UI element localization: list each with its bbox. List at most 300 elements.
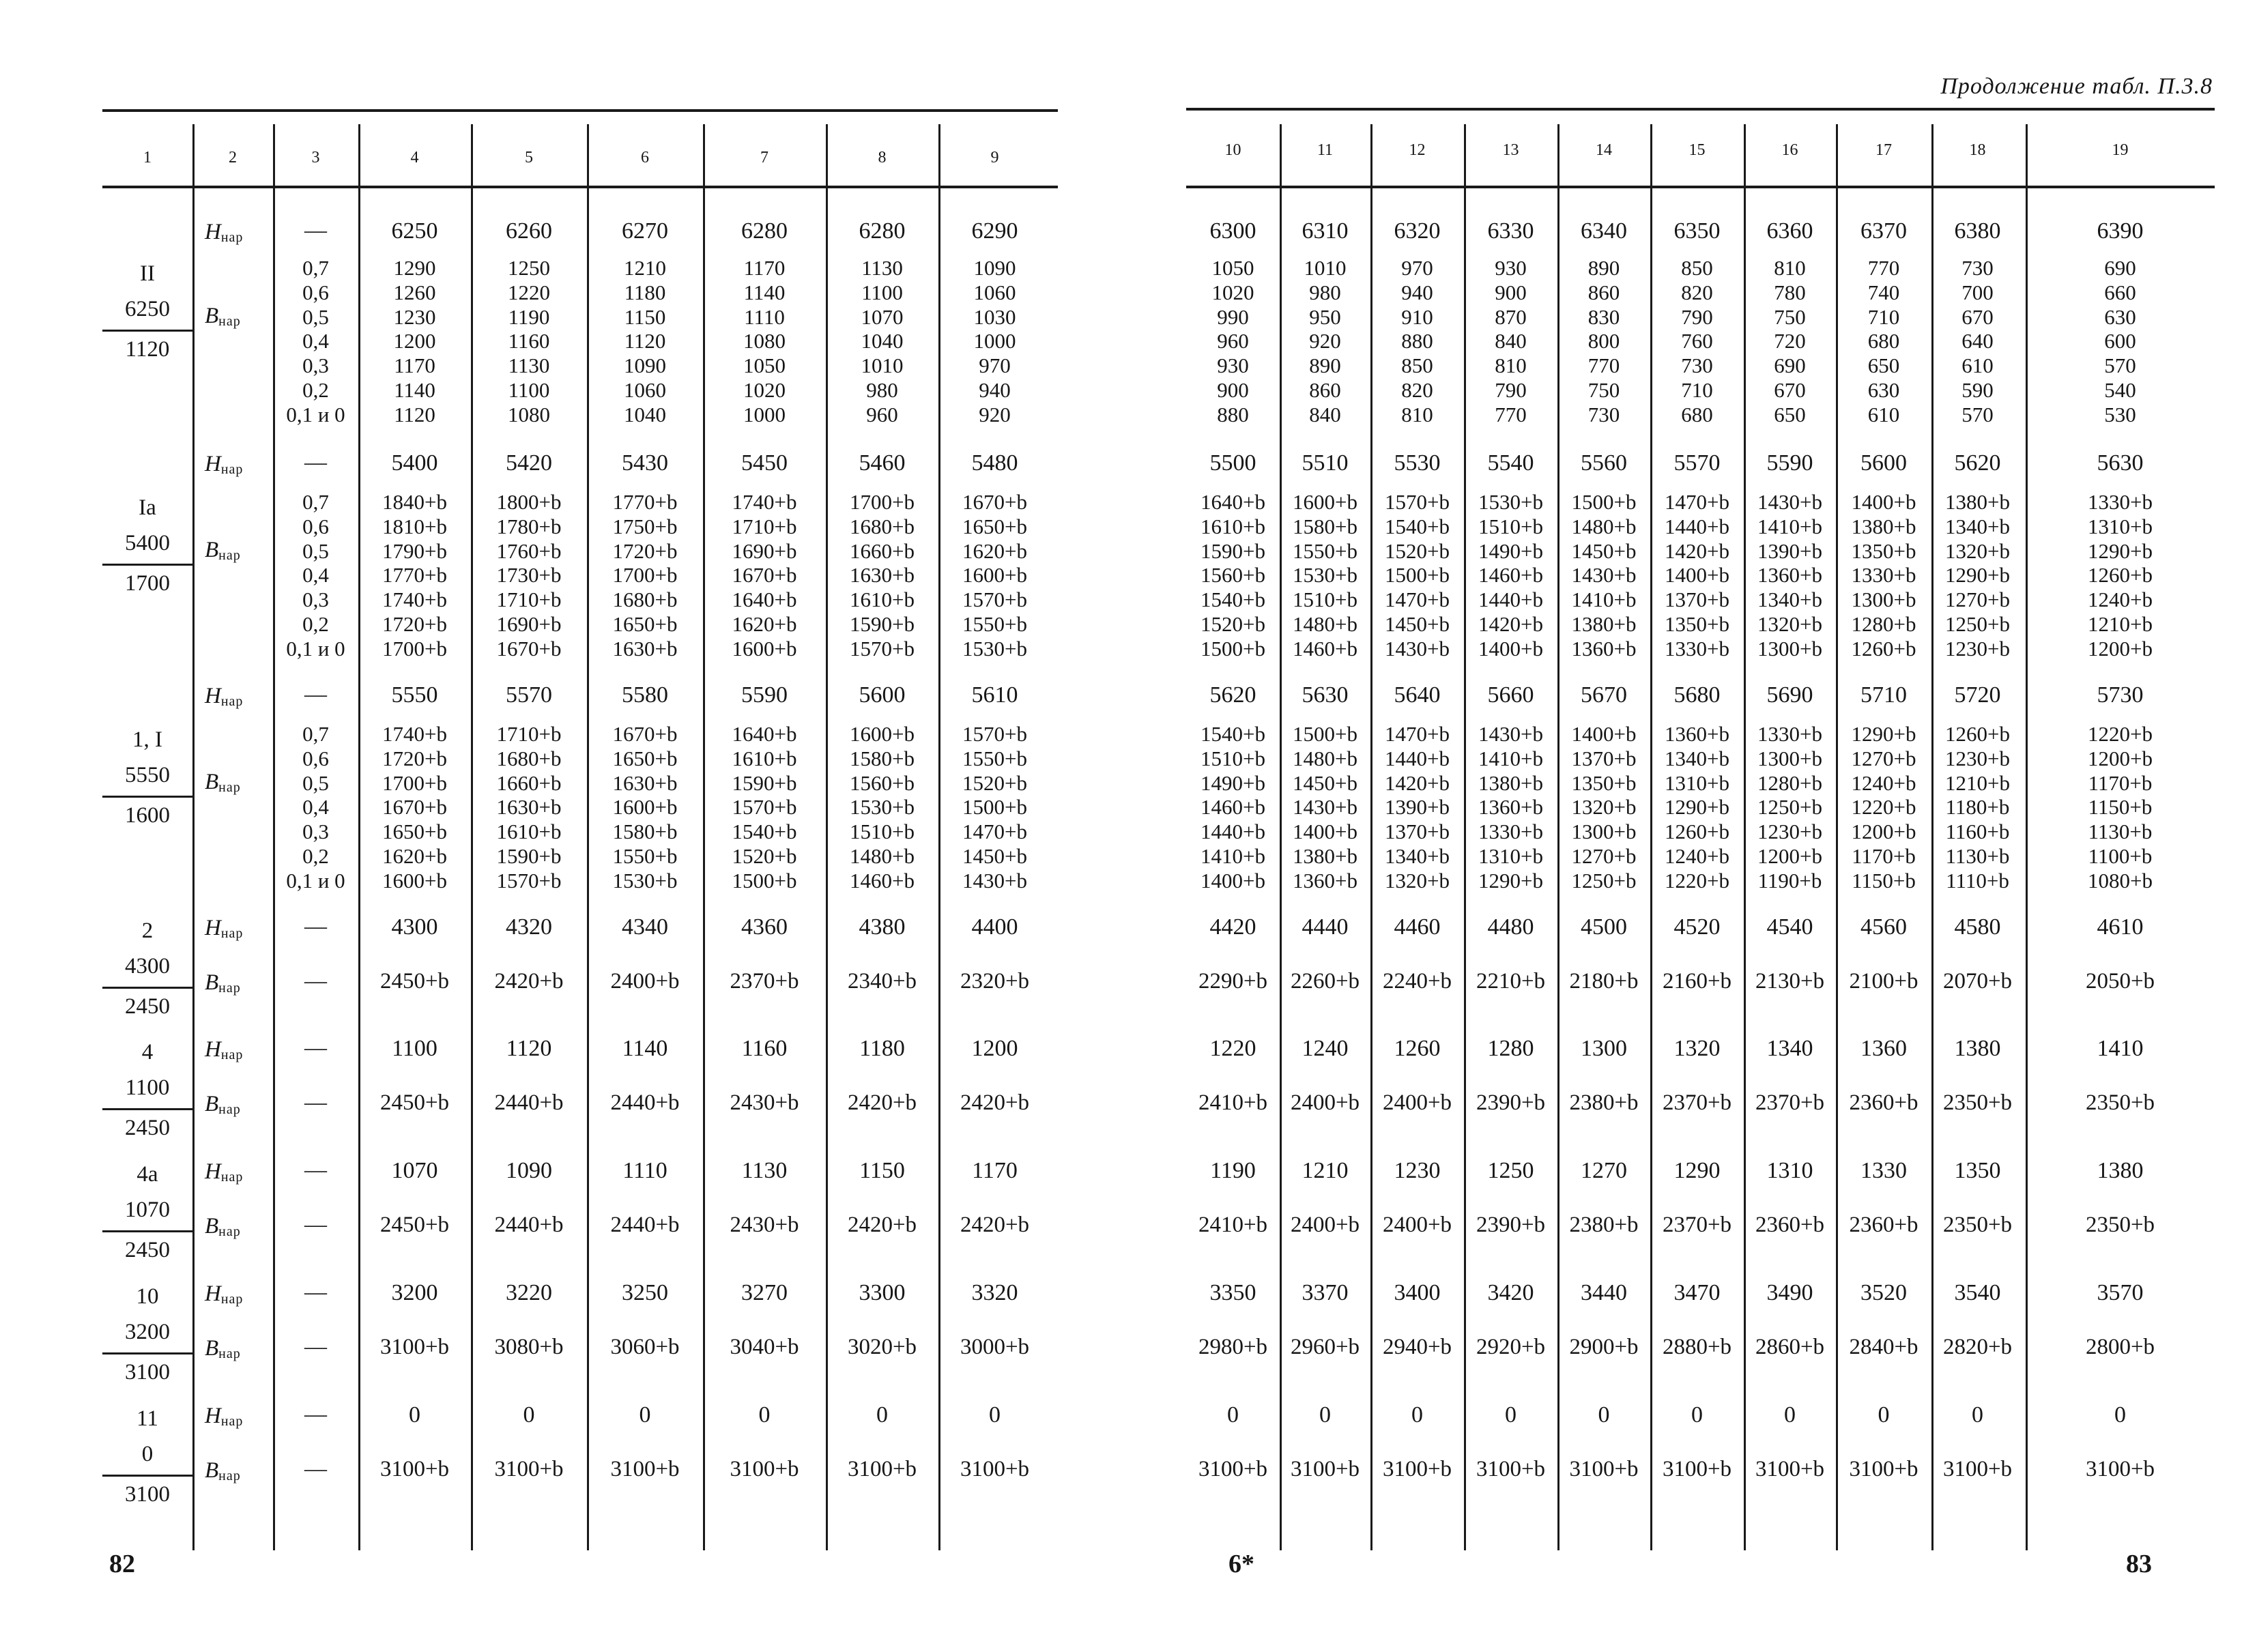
h-value: 5480 bbox=[971, 450, 1018, 476]
h-value: 3520 bbox=[1860, 1280, 1907, 1305]
b-value-column bbox=[1186, 722, 1280, 893]
b-value: 2400+b bbox=[1382, 1090, 1452, 1115]
b-value: 1320+b bbox=[1385, 868, 1450, 893]
b-value: 730 bbox=[1961, 256, 1994, 280]
b-value: 2340+b bbox=[847, 969, 917, 994]
symbol-letter: B bbox=[205, 538, 219, 562]
b-value: 900 bbox=[1495, 280, 1527, 304]
b-value: 1770+b bbox=[382, 563, 447, 588]
b-value: 1500+b bbox=[1293, 722, 1357, 746]
b-value: 3100+b bbox=[1849, 1457, 1918, 1481]
h-value: 1120 bbox=[506, 1036, 552, 1061]
b-value: 3100+b bbox=[1382, 1457, 1452, 1481]
b-value: 1400+b bbox=[1293, 820, 1357, 844]
table-top-rule bbox=[102, 109, 1058, 112]
b-value: 1450+b bbox=[1293, 770, 1357, 795]
h-value: 4360 bbox=[741, 914, 788, 940]
b-value: 1300+b bbox=[1757, 746, 1822, 770]
b-value: 3100+b bbox=[379, 1335, 450, 1359]
b-value: 2900+b bbox=[1569, 1335, 1639, 1359]
symbol-subscript: нар bbox=[218, 1346, 241, 1361]
b-value-column bbox=[1557, 490, 1650, 661]
h-value: 4440 bbox=[1302, 914, 1349, 940]
b-value: 1230+b bbox=[1757, 820, 1822, 844]
b-value: 1760+b bbox=[496, 538, 562, 563]
h-value: 0 bbox=[758, 1402, 771, 1428]
b-value: 1520+b bbox=[1201, 611, 1265, 636]
b-value: 1470+b bbox=[1385, 722, 1450, 746]
b-value: 2410+b bbox=[1198, 1213, 1268, 1237]
left-page bbox=[0, 0, 1092, 1652]
h-value: 0 bbox=[2114, 1402, 2126, 1428]
section-label bbox=[102, 1157, 192, 1268]
b-value: 1220+b bbox=[1851, 795, 1916, 820]
b-value: 1620+b bbox=[732, 611, 797, 636]
b-value: 2380+b bbox=[1569, 1213, 1639, 1237]
header-bottom-rule bbox=[1186, 186, 2215, 188]
b-value: 2370+b bbox=[1662, 1213, 1732, 1237]
b-value: 1330+b bbox=[1757, 722, 1822, 746]
b-value: 1150+b bbox=[2088, 795, 2153, 820]
b-value: 1460+b bbox=[1293, 636, 1357, 661]
b-value: 1150 bbox=[624, 304, 666, 329]
column-rule bbox=[471, 124, 473, 1550]
dash-mark: — bbox=[304, 450, 327, 475]
b-value: 1500+b bbox=[1385, 563, 1450, 588]
b-value: 1260+b bbox=[2088, 563, 2153, 588]
symbol-subscript: нар bbox=[220, 926, 244, 941]
symbol-letter: H bbox=[205, 1404, 221, 1428]
h-value: 1150 bbox=[859, 1158, 905, 1183]
b-value: 730 bbox=[1681, 353, 1713, 378]
h-value: 1110 bbox=[622, 1158, 667, 1183]
symbol-subscript: нар bbox=[220, 1292, 244, 1307]
b-value: 1570+b bbox=[962, 722, 1027, 746]
b-value: 820 bbox=[1401, 377, 1433, 402]
b-value: 530 bbox=[2104, 402, 2136, 426]
b-value: 610 bbox=[1961, 353, 1994, 378]
b-value: 990 bbox=[1217, 304, 1249, 329]
b-value: 870 bbox=[1495, 304, 1527, 329]
label-denominator: 1700 bbox=[125, 571, 170, 596]
h-value: 3420 bbox=[1487, 1280, 1534, 1305]
b-value: 2450+b bbox=[379, 1213, 450, 1237]
h-value: 1250 bbox=[1487, 1158, 1534, 1183]
b-value: 3000+b bbox=[960, 1335, 1030, 1359]
column-rule bbox=[1931, 124, 1933, 1550]
b-value: 2430+b bbox=[730, 1213, 799, 1237]
b-value: 1430+b bbox=[1293, 795, 1357, 820]
b-value: 840 bbox=[1309, 402, 1341, 426]
label-code: II bbox=[140, 261, 155, 286]
b-value: 1290+b bbox=[1945, 563, 2010, 588]
h-value: 1090 bbox=[506, 1158, 552, 1183]
b-value: 1190 bbox=[508, 304, 550, 329]
b-value-column bbox=[826, 256, 938, 427]
h-value: 5590 bbox=[1766, 450, 1813, 476]
variable-symbol bbox=[205, 452, 243, 478]
h-value: 1100 bbox=[392, 1036, 437, 1061]
dash-mark: — bbox=[304, 1280, 327, 1305]
label-numerator: 3200 bbox=[125, 1320, 170, 1344]
b-value: 1080 bbox=[508, 402, 550, 426]
column-header-number: 12 bbox=[1409, 141, 1426, 159]
h-value: 3270 bbox=[741, 1280, 788, 1305]
b-value: 3100+b bbox=[847, 1457, 917, 1481]
variable-symbol bbox=[205, 304, 241, 330]
b-value: 1370+b bbox=[1665, 588, 1729, 612]
label-denominator: 2450 bbox=[125, 994, 170, 1019]
b-value: 1670+b bbox=[962, 490, 1027, 514]
b-value: 1100+b bbox=[2088, 843, 2153, 868]
b-value: 1230+b bbox=[1945, 636, 2010, 661]
b-value: 1230+b bbox=[1945, 746, 2010, 770]
symbol-letter: H bbox=[205, 684, 221, 708]
b-value: 1540+b bbox=[1201, 722, 1265, 746]
symbol-subscript: нар bbox=[218, 314, 241, 329]
b-value: 1670+b bbox=[382, 795, 447, 820]
symbol-letter: H bbox=[205, 1037, 221, 1062]
label-code: 10 bbox=[136, 1284, 159, 1309]
symbol-subscript: нар bbox=[218, 780, 241, 795]
b-value: 770 bbox=[1587, 353, 1620, 378]
b-value: 2360+b bbox=[1849, 1213, 1918, 1237]
b-value: 920 bbox=[1309, 329, 1341, 353]
b-value-column bbox=[471, 490, 587, 661]
symbol-subscript: нар bbox=[218, 1224, 241, 1239]
b-value: 1270+b bbox=[1851, 746, 1916, 770]
b-value: 1420+b bbox=[1665, 538, 1729, 563]
h-value: 4420 bbox=[1209, 914, 1256, 940]
b-value: 2820+b bbox=[1942, 1335, 2013, 1359]
h-value: 5670 bbox=[1581, 682, 1627, 708]
column-header-number: 10 bbox=[1224, 141, 1241, 159]
interval-value: 0,5 bbox=[302, 538, 329, 563]
b-value: 1640+b bbox=[1201, 490, 1265, 514]
b-value: 1500+b bbox=[1201, 636, 1265, 661]
h-value: 4460 bbox=[1394, 914, 1441, 940]
b-value-column bbox=[587, 490, 703, 661]
symbol-letter: H bbox=[205, 1159, 221, 1184]
b-value: 1210 bbox=[624, 256, 666, 280]
b-value: 1380+b bbox=[1945, 490, 2010, 514]
b-value: 1650+b bbox=[962, 514, 1027, 538]
b-value-column bbox=[826, 490, 938, 661]
dash-mark: — bbox=[304, 1402, 327, 1427]
b-value: 3060+b bbox=[610, 1335, 680, 1359]
b-value: 1520+b bbox=[1385, 538, 1450, 563]
b-value: 1110 bbox=[744, 304, 785, 329]
symbol-subscript: нар bbox=[218, 981, 241, 996]
interval-list bbox=[273, 722, 358, 893]
b-value: 1480+b bbox=[850, 843, 915, 868]
b-value-column bbox=[1557, 722, 1650, 893]
b-value: 2440+b bbox=[610, 1090, 680, 1115]
b-value: 1040 bbox=[861, 329, 904, 353]
h-value: 6390 bbox=[2097, 218, 2144, 244]
b-value-column bbox=[1931, 256, 2024, 427]
signature-mark: 6* bbox=[1228, 1550, 1254, 1578]
interval-value: 0,6 bbox=[302, 746, 329, 770]
interval-value: 0,3 bbox=[302, 353, 329, 378]
h-value: 6280 bbox=[741, 218, 788, 244]
b-value: 920 bbox=[979, 402, 1011, 426]
b-value: 1270+b bbox=[1945, 588, 2010, 612]
b-value: 1310+b bbox=[1478, 843, 1543, 868]
b-value: 2130+b bbox=[1755, 969, 1825, 994]
b-value: 1210+b bbox=[2088, 611, 2153, 636]
b-value: 1420+b bbox=[1385, 770, 1450, 795]
b-value: 2400+b bbox=[1290, 1090, 1360, 1115]
label-code: 4a bbox=[136, 1162, 158, 1187]
h-value: 5600 bbox=[859, 682, 906, 708]
h-value: 1380 bbox=[2097, 1158, 2144, 1183]
h-value: 5510 bbox=[1302, 450, 1349, 476]
b-value: 1280+b bbox=[1757, 770, 1822, 795]
h-value: 6340 bbox=[1581, 218, 1627, 244]
h-value: 6320 bbox=[1394, 218, 1441, 244]
symbol-subscript: нар bbox=[218, 1468, 241, 1483]
b-value: 1430+b bbox=[1385, 636, 1450, 661]
column-header-number: 19 bbox=[2112, 141, 2129, 159]
h-value: 6260 bbox=[506, 218, 552, 244]
h-value: 3350 bbox=[1209, 1280, 1256, 1305]
b-value: 1600+b bbox=[1293, 490, 1357, 514]
b-value: 750 bbox=[1587, 377, 1620, 402]
symbol-subscript: нар bbox=[220, 1414, 244, 1429]
b-value: 2070+b bbox=[1942, 969, 2013, 994]
b-value: 1430+b bbox=[962, 868, 1027, 893]
b-value: 630 bbox=[2104, 304, 2136, 329]
h-value: 5590 bbox=[741, 682, 788, 708]
h-value: 6370 bbox=[1860, 218, 1907, 244]
b-value: 1740+b bbox=[382, 722, 447, 746]
h-value: 4540 bbox=[1766, 914, 1813, 940]
h-value: 1270 bbox=[1581, 1158, 1627, 1183]
b-value: 1590+b bbox=[732, 770, 797, 795]
h-value: 5500 bbox=[1209, 450, 1256, 476]
b-value: 2160+b bbox=[1662, 969, 1732, 994]
b-value: 1480+b bbox=[1293, 611, 1357, 636]
b-value: 2370+b bbox=[1662, 1090, 1732, 1115]
b-value: 810 bbox=[1401, 402, 1433, 426]
b-value: 1650+b bbox=[612, 746, 678, 770]
h-value: 3300 bbox=[859, 1280, 906, 1305]
b-value-column bbox=[703, 722, 826, 893]
b-value: 1780+b bbox=[496, 514, 562, 538]
b-value: 970 bbox=[979, 353, 1011, 378]
b-value-column bbox=[2026, 256, 2215, 427]
h-value: 1140 bbox=[622, 1036, 668, 1061]
b-value: 1570+b bbox=[496, 868, 562, 893]
b-value: 570 bbox=[1961, 402, 1994, 426]
column-rule bbox=[1744, 124, 1746, 1550]
b-value: 1310+b bbox=[1665, 770, 1729, 795]
b-value: 1350+b bbox=[1851, 538, 1916, 563]
b-value: 1340+b bbox=[1945, 514, 2010, 538]
b-value: 1170+b bbox=[1852, 843, 1916, 868]
column-header-number: 7 bbox=[760, 149, 768, 166]
b-value: 1260+b bbox=[1851, 636, 1916, 661]
b-value: 670 bbox=[1774, 377, 1806, 402]
section-label bbox=[102, 1034, 192, 1146]
b-value: 1470+b bbox=[1385, 588, 1450, 612]
b-value: 760 bbox=[1681, 329, 1713, 353]
symbol-subscript: нар bbox=[218, 1102, 241, 1117]
b-value: 1650+b bbox=[382, 820, 447, 844]
h-value: 5540 bbox=[1487, 450, 1534, 476]
b-value: 1000 bbox=[743, 402, 786, 426]
b-value: 1020 bbox=[743, 377, 786, 402]
b-value: 1260+b bbox=[1945, 722, 2010, 746]
label-code: 1, I bbox=[132, 727, 162, 752]
b-value: 2390+b bbox=[1476, 1090, 1546, 1115]
b-value: 2180+b bbox=[1569, 969, 1639, 994]
h-value: 5560 bbox=[1581, 450, 1627, 476]
b-value: 1600+b bbox=[382, 868, 447, 893]
b-value: 1660+b bbox=[850, 538, 915, 563]
interval-value: 0,6 bbox=[302, 514, 329, 538]
h-value: 5570 bbox=[506, 682, 552, 708]
b-value-column bbox=[1836, 256, 1931, 427]
column-rule bbox=[1650, 124, 1652, 1550]
b-value: 1500+b bbox=[962, 795, 1027, 820]
b-value-column bbox=[938, 490, 1051, 661]
h-value: 6250 bbox=[391, 218, 438, 244]
b-value: 960 bbox=[866, 402, 898, 426]
dash-mark: — bbox=[304, 1457, 327, 1481]
b-value: 3100+b bbox=[1755, 1457, 1825, 1481]
b-value: 1330+b bbox=[1665, 636, 1729, 661]
b-value: 590 bbox=[1961, 377, 1994, 402]
label-denominator: 3100 bbox=[125, 1360, 170, 1385]
interval-value: 0,5 bbox=[302, 304, 329, 329]
b-value: 1220+b bbox=[1665, 868, 1729, 893]
b-value: 1250+b bbox=[1945, 611, 2010, 636]
h-value: 1300 bbox=[1581, 1036, 1627, 1061]
b-value-column bbox=[2026, 722, 2215, 893]
variable-symbol bbox=[205, 1336, 241, 1362]
b-value: 1540+b bbox=[1201, 588, 1265, 612]
variable-symbol bbox=[205, 770, 241, 796]
b-value: 1430+b bbox=[1571, 563, 1637, 588]
b-value: 1290+b bbox=[2088, 538, 2153, 563]
b-value: 2880+b bbox=[1662, 1335, 1732, 1359]
symbol-letter: H bbox=[205, 220, 221, 244]
b-value: 1670+b bbox=[496, 636, 562, 661]
symbol-letter: H bbox=[205, 916, 221, 940]
b-value: 670 bbox=[1961, 304, 1994, 329]
symbol-subscript: нар bbox=[218, 548, 241, 563]
h-value: 6280 bbox=[859, 218, 906, 244]
h-value: 3320 bbox=[971, 1280, 1018, 1305]
b-value: 1810+b bbox=[382, 514, 447, 538]
b-value: 1500+b bbox=[1571, 490, 1637, 514]
column-rule bbox=[273, 124, 275, 1550]
b-value: 1600+b bbox=[962, 563, 1027, 588]
b-value: 1610+b bbox=[496, 820, 562, 844]
b-value: 2800+b bbox=[2085, 1335, 2155, 1359]
column-rule bbox=[587, 124, 589, 1550]
h-value: 0 bbox=[409, 1402, 420, 1428]
dash-mark: — bbox=[304, 1335, 327, 1359]
b-value: 1070 bbox=[861, 304, 904, 329]
b-value-column bbox=[1557, 256, 1650, 427]
h-value: 1290 bbox=[1673, 1158, 1721, 1183]
b-value: 1470+b bbox=[1665, 490, 1729, 514]
b-value: 1330+b bbox=[2088, 490, 2153, 514]
interval-value: 0,4 bbox=[302, 795, 329, 820]
b-value: 600 bbox=[2104, 329, 2136, 353]
b-value-column bbox=[587, 722, 703, 893]
h-value: 5610 bbox=[971, 682, 1018, 708]
b-value: 1410+b bbox=[1478, 746, 1543, 770]
b-value: 1430+b bbox=[1757, 490, 1822, 514]
h-value: 5730 bbox=[2097, 682, 2144, 708]
h-value: 1380 bbox=[1954, 1036, 2001, 1061]
b-value: 1520+b bbox=[962, 770, 1027, 795]
b-value: 2860+b bbox=[1755, 1335, 1825, 1359]
h-value: 6350 bbox=[1673, 218, 1721, 244]
b-value: 1440+b bbox=[1478, 588, 1543, 612]
b-value: 2440+b bbox=[610, 1213, 680, 1237]
b-value: 1100 bbox=[508, 377, 550, 402]
column-header-number: 13 bbox=[1502, 141, 1519, 159]
h-value: 5450 bbox=[741, 450, 788, 476]
column-header-number: 11 bbox=[1317, 141, 1334, 159]
column-header-number: 3 bbox=[311, 149, 320, 166]
b-value: 1750+b bbox=[612, 514, 678, 538]
h-value: 5710 bbox=[1860, 682, 1907, 708]
b-value: 1710+b bbox=[496, 588, 562, 612]
b-value: 2100+b bbox=[1849, 969, 1918, 994]
b-value: 910 bbox=[1401, 304, 1433, 329]
h-value: 3370 bbox=[1302, 1280, 1349, 1305]
b-value: 3100+b bbox=[960, 1457, 1030, 1481]
b-value: 1360+b bbox=[1293, 868, 1357, 893]
h-value: 3220 bbox=[506, 1280, 552, 1305]
h-value: 3250 bbox=[622, 1280, 668, 1305]
h-value: 1330 bbox=[1860, 1158, 1907, 1183]
interval-value: 0,2 bbox=[302, 843, 329, 868]
b-value: 2360+b bbox=[1755, 1213, 1825, 1237]
table-caption: Продолжение табл. П.3.8 bbox=[1940, 74, 2213, 99]
b-value: 1600+b bbox=[612, 795, 678, 820]
column-rule bbox=[1836, 124, 1838, 1550]
h-value: 4500 bbox=[1581, 914, 1627, 940]
b-value: 1540+b bbox=[732, 820, 797, 844]
b-value: 1440+b bbox=[1201, 820, 1265, 844]
h-value: 1160 bbox=[741, 1036, 788, 1061]
b-value-column bbox=[1836, 722, 1931, 893]
variable-symbol bbox=[205, 1281, 243, 1307]
h-value: 5550 bbox=[391, 682, 438, 708]
b-value: 1840+b bbox=[382, 490, 447, 514]
b-value: 3100+b bbox=[1662, 1457, 1732, 1481]
h-value: 3490 bbox=[1766, 1280, 1813, 1305]
b-value: 730 bbox=[1587, 402, 1620, 426]
h-value: 3570 bbox=[2097, 1280, 2144, 1305]
b-value: 1290+b bbox=[1665, 795, 1729, 820]
b-value: 2450+b bbox=[379, 1090, 450, 1115]
h-value: 0 bbox=[1878, 1402, 1890, 1428]
b-value: 2240+b bbox=[1382, 969, 1452, 994]
b-value: 3100+b bbox=[2085, 1457, 2155, 1481]
label-numerator: 5550 bbox=[125, 763, 170, 787]
h-value: 1260 bbox=[1394, 1036, 1441, 1061]
h-value: 0 bbox=[523, 1402, 535, 1428]
b-value: 2370+b bbox=[730, 969, 799, 994]
